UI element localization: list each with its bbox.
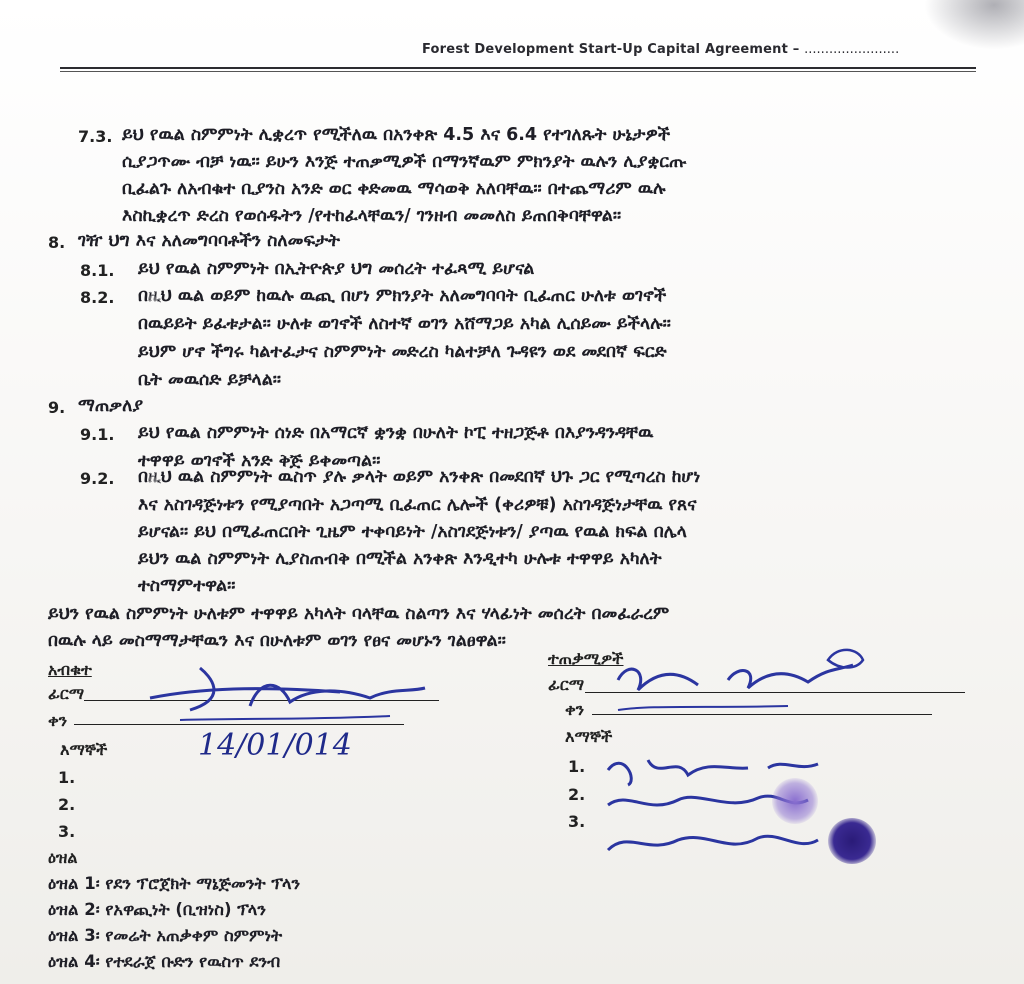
- witness-number: 1.: [58, 768, 76, 787]
- witness-label-right: እማኞች: [565, 727, 613, 746]
- section-number: 9.2.: [80, 469, 115, 488]
- section-line: ተስማምተዋል፡፡: [138, 576, 236, 596]
- fingerprint-stamp-dark: [828, 818, 876, 864]
- section-number: 8.1.: [80, 261, 115, 280]
- closing-line: ይህን የዉል ስምምነት ሁለቱም ተዋዋይ አካላት ባላቸዉ ስልጣን እና ሃላፊነት መሰረት በመፈራረም: [48, 604, 670, 624]
- page-corner-shadow: [924, 0, 1024, 50]
- party-name-left: አብቁተ: [48, 660, 92, 679]
- witness-number: 2.: [568, 785, 586, 804]
- annex-item: ዕዝል 2፡ የአዋጪነት (ቢዝነስ) ፕላን: [48, 900, 267, 919]
- section-line: ተዋዋይ ወገኖች አንድ ቅጅ ይቀመጣል፡፡: [138, 451, 381, 471]
- witness-number: 2.: [58, 795, 76, 814]
- date-label-left: ቀን: [48, 711, 68, 730]
- section-heading: ገዥ ህግ እና አለመግባባቶችን ስለመፍታት: [78, 231, 340, 251]
- sign-label-right: ፊርማ: [548, 675, 585, 694]
- section-line: ይህ የዉል ስምምነት በኢትዮጵያ ህግ መሰረት ተፈጻሚ ይሆናል: [138, 259, 535, 279]
- section-line: ቢፈልጉ ለአብቁተ ቢያንስ አንድ ወር ቀድመዉ ማሳወቅ አለባቸዉ፡፡ በተጨማሪም ዉሉ: [122, 179, 666, 199]
- header-title: Forest Development Start-Up Capital Agreement –: [422, 42, 800, 57]
- section-line: በዚህ ዉል ስምምነት ዉስጥ ያሉ ቃላት ወይም አንቀጽ በመደበኛ ህጉ ጋር የሚጣረስ ከሆነ: [138, 467, 701, 487]
- section-line: ይህ የዉል ስምምነት ሰነድ በአማርኛ ቋንቋ በሁለት ኮፒ ተዘጋጅቶ በእያንዳንዳቸዉ: [138, 423, 654, 443]
- annex-item: ዕዝል 3፡ የመሬት አጠቃቀም ስምምነት: [48, 926, 283, 945]
- witness-label-left: እማኞች: [60, 740, 108, 759]
- section-number: 8.: [48, 233, 66, 252]
- annex-title: ዕዝል: [48, 848, 78, 867]
- section-number: 9.: [48, 398, 66, 417]
- section-number: 8.2.: [80, 288, 115, 307]
- signature-left-handwriting: [140, 658, 430, 728]
- section-number: 9.1.: [80, 425, 115, 444]
- date-label-right: ቀን: [565, 700, 585, 719]
- page-header: [422, 42, 899, 57]
- section-line: ይህም ሆኖ ችግሩ ካልተፈታና ስምምነት መድረስ ካልተቻለ ጉዳዩን ወደ መደበኛ ፍርድ: [138, 342, 667, 362]
- section-line: እና አስገዳጅነቱን የሚያጣበት አጋጣሚ ቢፈጠር ሌሎች (ቀሪዎቹ) አስገዳጅነታቸዉ የጸና: [138, 495, 697, 515]
- witness-number: 3.: [58, 822, 76, 841]
- witness-number: 1.: [568, 757, 586, 776]
- section-line: ቤት መዉሰድ ይቻላል፡፡: [138, 370, 282, 390]
- sign-label-left: ፊርማ: [48, 684, 85, 703]
- section-line: ይህን ዉል ስምምነት ሊያስጠብቅ በሚችል አንቀጽ እንዲተካ ሁሉቱ ተዋዋይ አካለት: [138, 549, 662, 569]
- closing-line: በዉሉ ላይ መስማማታቸዉን እና በሁለቱም ወገን የፀና መሆኑን ገልፀዋል፡፡: [48, 631, 506, 651]
- party-name-right: ተጠቃሚዎች: [548, 649, 624, 668]
- fingerprint-stamp: [772, 778, 818, 824]
- section-number: 7.3.: [78, 127, 113, 146]
- section-line: ሲያጋጥሙ ብቻ ነዉ፡፡ ይሁን እንጅ ተጠቃሚዎች በማንኛዉም ምክንያት ዉሉን ሊያቋርጡ: [122, 152, 687, 172]
- section-line: በዚህ ዉል ወይም ከዉሉ ዉጪ በሆነ ምክንያት አለመግባባት ቢፈጠር ሁለቱ ወገኖች: [138, 286, 667, 306]
- annex-item: ዕዝል 1፡ የደን ፕሮጀክት ማኔጅመንት ፕላን: [48, 874, 301, 893]
- annex-item: ዕዝል 4፡ የተደራጀ ቡድን የዉስጥ ደንብ: [48, 952, 281, 971]
- section-heading: ማጠቃለያ: [78, 396, 144, 416]
- handwritten-date-left: 14/01/014: [198, 728, 352, 763]
- header-rule: [60, 67, 976, 69]
- header-rule-thin: [60, 71, 976, 72]
- section-line: እስኪቋረጥ ድረስ የወሰዱትን /የተከፈላቸዉን/ ገንዘብ መመለስ ይጠበቅባቸዋል፡፡: [122, 206, 622, 226]
- section-line: በዉይይት ይፈቱታል፡፡ ሁለቱ ወገኖች ለስተኛ ወገን አሸማጋይ አካል ሊሰይሙ ይችላሉ፡፡: [138, 314, 671, 334]
- section-line: ይህ የዉል ስምምነት ሊቋረጥ የሚችለዉ በአንቀጽ 4.5 እና 6.4 የተገለጹት ሁኔታዎች: [122, 125, 671, 145]
- section-line: ይሆናል፡፡ ይህ በሚፈጠርበት ጊዜም ተቀባይነት /አስገደጅነቱን/ ያጣዉ የዉል ክፍል በሌላ: [138, 522, 687, 542]
- witness-number: 3.: [568, 812, 586, 831]
- header-dots: .......................: [804, 42, 900, 57]
